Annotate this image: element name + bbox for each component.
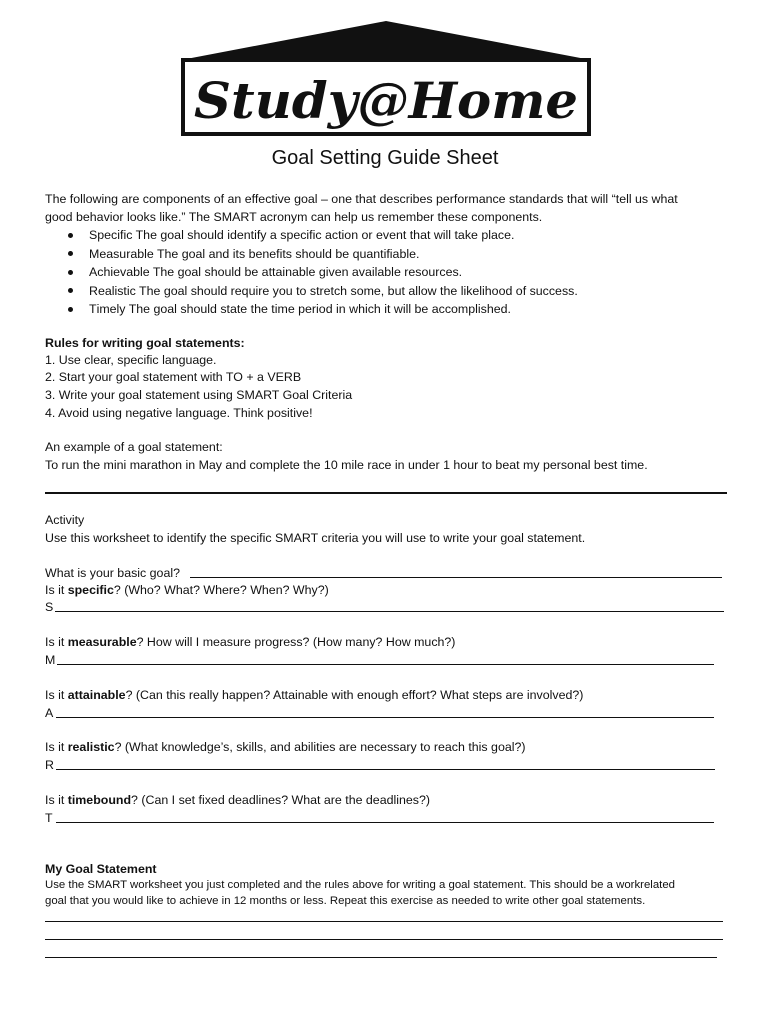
- list-item: A chievable The goal should be attainable given available resources.: [63, 263, 578, 282]
- example-text: To run the mini marathon in May and complete the 10 mile race in under 1 hour to beat my personal best time.: [45, 458, 648, 472]
- my-goal-heading: My Goal Statement: [45, 862, 157, 876]
- rule-item: 4. Avoid using negative language. Think positive!: [45, 406, 313, 420]
- smart-list: [63, 226, 578, 319]
- page-title: Goal Setting Guide Sheet: [271, 147, 499, 169]
- rules-heading: Rules for writing goal statements:: [45, 336, 245, 350]
- example-heading: An example of a goal statement:: [45, 440, 223, 454]
- realistic-field[interactable]: [56, 769, 715, 770]
- goal-statement-line-1[interactable]: [45, 921, 723, 922]
- bullet-icon: [68, 251, 73, 256]
- timebound-field[interactable]: [56, 822, 714, 823]
- realistic-letter: R: [45, 758, 54, 772]
- bullet-icon: [68, 270, 73, 275]
- bullet-icon: [68, 307, 73, 312]
- intro-line-2: good behavior looks like.” The SMART acronym can help us remember these components.: [45, 210, 543, 224]
- bullet-icon: [68, 233, 73, 238]
- activity-heading: Activity: [45, 513, 85, 527]
- rule-item: 3. Write your goal statement using SMART Goal Criteria: [45, 388, 353, 402]
- specific-question: Is it specific? (Who? What? Where? When? Why?): [45, 583, 329, 597]
- specific-field[interactable]: [55, 611, 724, 612]
- activity-text: Use this worksheet to identify the specific SMART criteria you will use to write your goal statement.: [45, 531, 586, 545]
- realistic-question: Is it realistic? (What knowledge’s, skills, and abilities are necessary to reach this goal?): [45, 740, 526, 754]
- measurable-field[interactable]: [57, 664, 714, 665]
- attainable-field[interactable]: [56, 717, 714, 718]
- rule-item: 1. Use clear, specific language.: [45, 353, 217, 367]
- list-item: S pecific The goal should identify a specific action or event that will take place.: [63, 226, 578, 245]
- bullet-icon: [68, 288, 73, 293]
- my-goal-line-1: Use the SMART worksheet you just completed and the rules above for writing a goal statement. This should be a workrelated: [45, 879, 675, 891]
- goal-statement-line-2[interactable]: [45, 939, 723, 940]
- list-item: T imely The goal should state the time period in which it will be accomplished.: [63, 300, 578, 319]
- basic-goal-field[interactable]: [190, 577, 722, 578]
- attainable-letter: A: [45, 706, 54, 720]
- logo-wordmark: Study@Home: [194, 71, 578, 130]
- timebound-question: Is it timebound? (Can I set fixed deadlines? What are the deadlines?): [45, 793, 430, 807]
- study-at-home-logo: [178, 18, 594, 138]
- basic-goal-label: What is your basic goal?: [45, 566, 180, 580]
- measurable-letter: M: [45, 653, 56, 667]
- section-divider: [45, 492, 727, 494]
- goal-statement-line-3[interactable]: [45, 957, 717, 958]
- list-item: M easurable The goal and its benefits should be quantifiable.: [63, 245, 578, 264]
- attainable-question: Is it attainable? (Can this really happen? Attainable with enough effort? What steps are involved?): [45, 688, 584, 702]
- measurable-question: Is it measurable? How will I measure progress? (How many? How much?): [45, 635, 456, 649]
- list-item: R ealistic The goal should require you to stretch some, but allow the likelihood of success.: [63, 282, 578, 301]
- specific-letter: S: [45, 600, 54, 614]
- intro-line-1: The following are components of an effective goal – one that describes performance standards that will “tell us what: [45, 192, 678, 206]
- my-goal-line-2: goal that you would like to achieve in 12 months or less. Repeat this exercise as needed to write other goal statements.: [45, 895, 646, 907]
- rule-item: 2. Start your goal statement with TO + a VERB: [45, 370, 302, 384]
- timebound-letter: T: [45, 811, 53, 825]
